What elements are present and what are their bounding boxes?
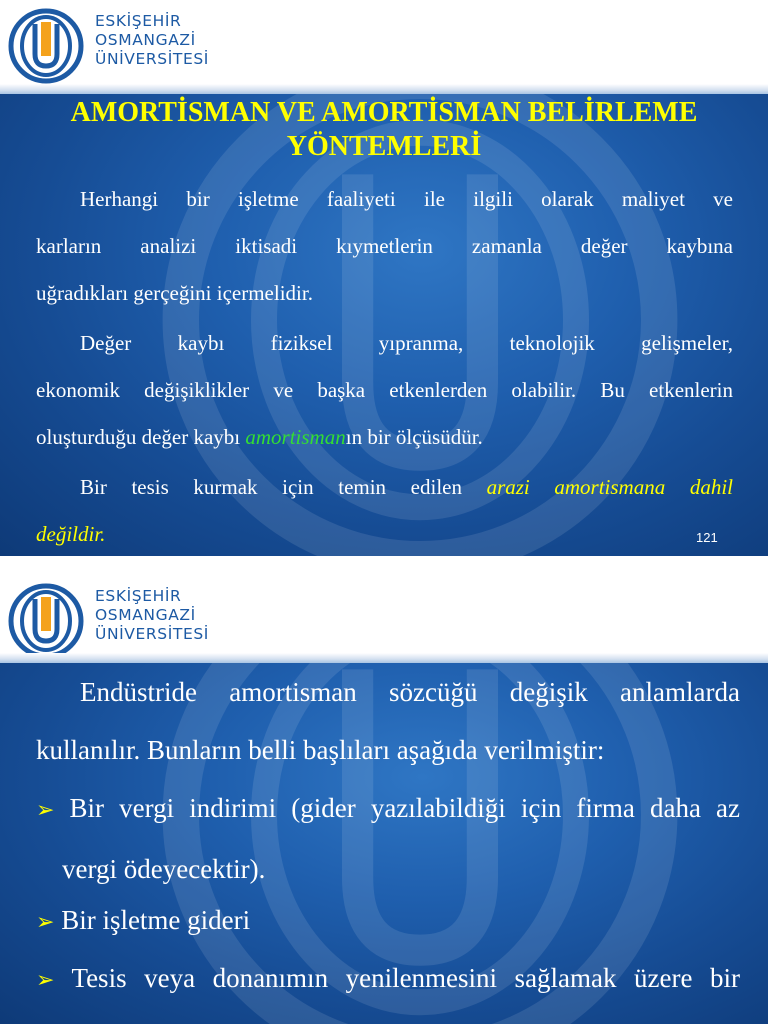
paragraph-2-text: oluşturduğu değer kaybı <box>36 425 246 449</box>
bullet-item-1 <box>36 779 740 898</box>
bullet-2-text: Bir işletme gideri <box>61 905 251 935</box>
university-name <box>95 587 209 644</box>
university-logo-icon <box>8 583 84 659</box>
university-name <box>95 12 209 69</box>
bullet-2-line1 <box>36 891 740 952</box>
paragraph-2-line2: ekonomik değişiklikler ve başka etkenlerden olabilir. Bu etkenlerin <box>36 378 733 402</box>
intro-line2: kullanılır. Bunların belli başlıları aşağıda verilmiştir: <box>36 735 605 765</box>
university-name-line3: ÜNİVERSİTESİ <box>95 50 209 68</box>
degildir-highlight: değildir. <box>36 522 106 546</box>
paragraph-1-line1: Herhangi bir işletme faaliyeti ile ilgili olarak maliyet ve <box>80 187 733 211</box>
bullet-item-2 <box>36 891 740 952</box>
university-name-line3: ÜNİVERSİTESİ <box>95 625 209 643</box>
university-logo-icon <box>8 8 84 84</box>
paragraph-1-line3: uğradıkları gerçeğini içermelidir. <box>36 281 313 305</box>
paragraph-2-suffix: ın bir ölçüsüdür. <box>345 425 483 449</box>
slide-122 <box>0 575 768 1024</box>
paragraph-1 <box>36 176 733 317</box>
slide-title-line1: AMORTİSMAN VE AMORTİSMAN BELİRLEME <box>70 97 698 128</box>
arrow-bullet-icon: ➢ <box>36 968 55 993</box>
arrow-bullet-icon: ➢ <box>36 798 55 823</box>
intro-paragraph <box>36 663 740 779</box>
slide-title <box>20 96 748 164</box>
bullet-3-line1 <box>36 949 740 1010</box>
university-name-line2: OSMANGAZİ <box>95 606 196 624</box>
university-name-line1: ESKİŞEHİR <box>95 587 182 605</box>
bullet-item-3 <box>36 949 740 1010</box>
paragraph-3-line1 <box>36 464 733 511</box>
paragraph-3-text: Bir tesis kurmak için temin edilen <box>80 475 487 499</box>
slide-header <box>0 0 768 94</box>
paragraph-1-line2: karların analizi iktisadi kıymetlerin zamanla değer kaybına <box>36 234 733 258</box>
bullet-1-line1 <box>36 779 740 840</box>
intro-line1: Endüstride amortisman sözcüğü değişik anlamlarda <box>80 677 740 707</box>
paragraph-2-line3 <box>36 414 733 461</box>
university-name-line1: ESKİŞEHİR <box>95 12 182 30</box>
slide-header <box>0 575 768 663</box>
bullet-1-line2: vergi ödeyecektir). <box>62 854 266 884</box>
amortisman-highlight: amortisman <box>245 425 346 449</box>
paragraph-3 <box>36 464 733 556</box>
paragraph-2-line1: Değer kaybı fiziksel yıpranma, teknolojik gelişmeler, <box>80 331 733 355</box>
page-number: 121 <box>696 530 718 545</box>
paragraph-3-line2 <box>36 511 733 556</box>
paragraph-2 <box>36 320 733 461</box>
arazi-highlight: arazi amortismana dahil <box>486 475 733 499</box>
arrow-bullet-icon: ➢ <box>36 910 55 935</box>
university-name-line2: OSMANGAZİ <box>95 31 196 49</box>
bullet-3-text: Tesis veya donanımın yenilenmesini sağlamak üzere bir <box>71 963 740 993</box>
bullet-1-text: Bir vergi indirimi (gider yazılabildiği için firma daha az <box>69 793 741 823</box>
slide-title-line2: YÖNTEMLERİ <box>286 131 482 162</box>
